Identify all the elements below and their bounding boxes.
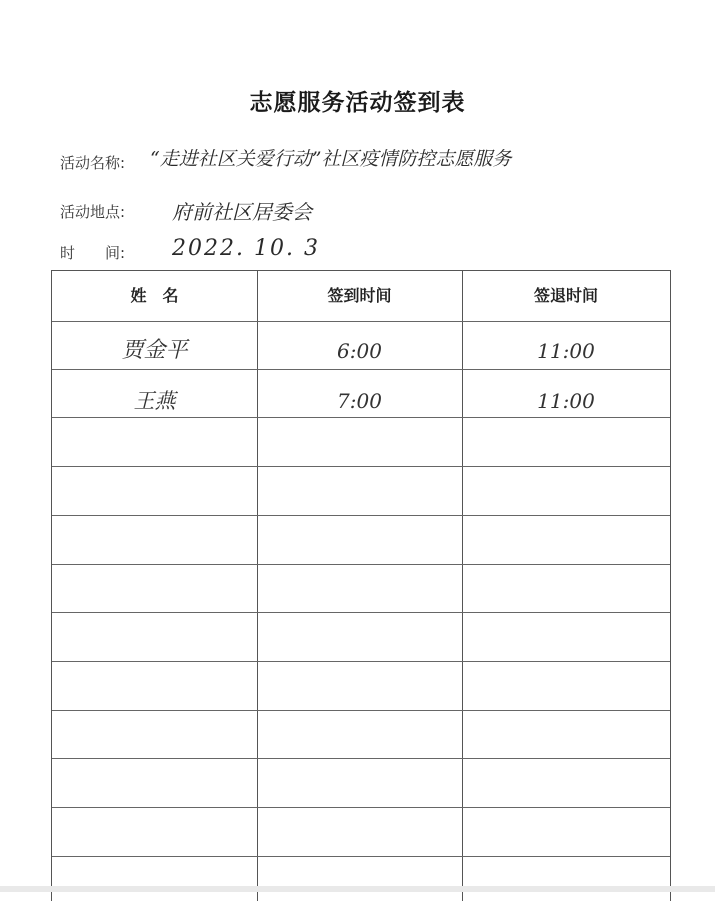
row-divider: [52, 321, 670, 322]
activity-place-value: 府前社区居委会: [172, 200, 312, 224]
header-name: 姓 名: [130, 286, 179, 305]
row-divider: [52, 661, 670, 662]
row-divider: [52, 564, 670, 565]
row-divider: [52, 612, 670, 613]
row-divider: [52, 466, 670, 467]
row-1-name: 贾金平: [121, 338, 188, 363]
sign-in-table: [51, 270, 671, 901]
row-1-sign-in: 6:00: [337, 339, 382, 363]
row-divider: [52, 515, 670, 516]
row-divider: [52, 758, 670, 759]
activity-time-value: 2022. 10. 3: [172, 236, 320, 261]
row-divider: [52, 807, 670, 808]
header-sign-in-time: 签到时间: [327, 286, 392, 305]
row-2-sign-in: 7:00: [337, 389, 382, 413]
row-divider: [52, 710, 670, 711]
activity-place-label: 活动地点:: [60, 203, 126, 221]
activity-name-label: 活动名称:: [60, 154, 126, 172]
header-sign-out-time: 签退时间: [533, 286, 598, 305]
row-1-sign-out: 11:00: [537, 339, 595, 363]
activity-name-value: “走进社区关爱行动”社区疫情防控志愿服务: [150, 148, 512, 170]
row-2-sign-out: 11:00: [537, 389, 595, 413]
row-divider: [52, 856, 670, 857]
page-edge: [0, 886, 715, 892]
document-title: 志愿服务活动签到表: [249, 90, 466, 116]
row-2-name: 王燕: [133, 389, 176, 413]
activity-time-label: 时 间:: [60, 244, 126, 262]
